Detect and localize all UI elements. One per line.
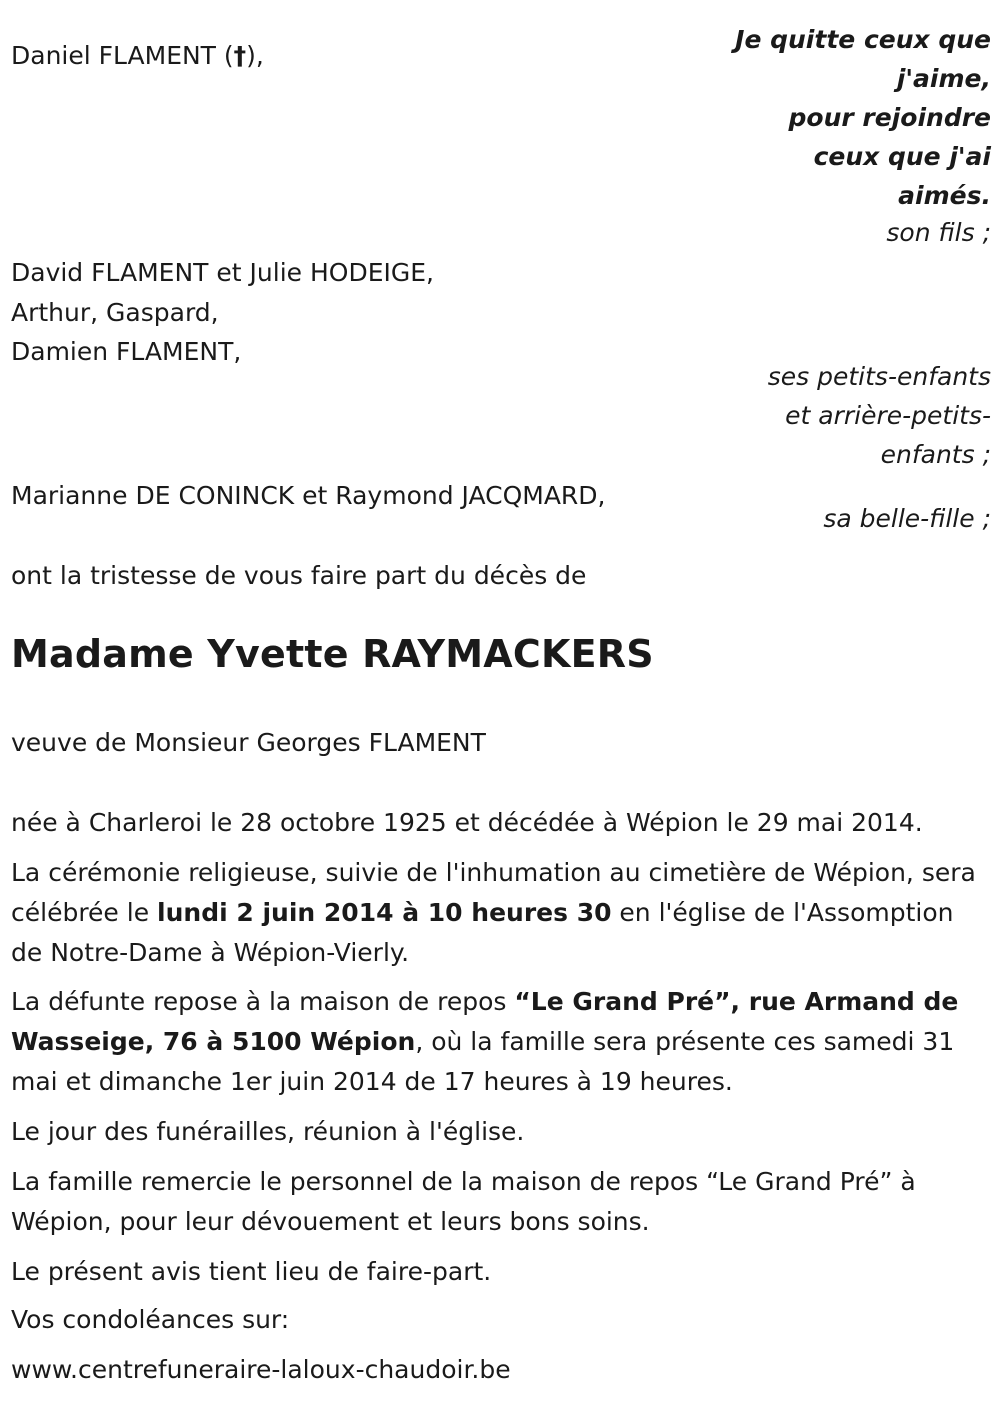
son-line: Daniel FLAMENT (†), — [11, 41, 264, 70]
daughter-in-law-role: sa belle-fille ; — [823, 504, 991, 533]
quote-block — [735, 20, 991, 215]
deceased-name: Madame Yvette RAYMACKERS — [11, 632, 654, 676]
birth-death: née à Charleroi le 28 octobre 1925 et décédée à Wépion le 29 mai 2014. — [11, 808, 923, 837]
quote-line: aimés. — [898, 181, 991, 210]
son-name: Daniel FLAMENT — [11, 41, 216, 70]
rest-location: “Le Grand Pré”, rue Armand de Wasseige, 76 à 5100 Wépion — [11, 987, 959, 1056]
daughter-in-law: Marianne DE CONINCK et Raymond JACQMARD, — [11, 481, 606, 510]
grandchild-line: Damien FLAMENT, — [11, 337, 242, 366]
notice-text: Le présent avis tient lieu de faire-part. — [11, 1257, 492, 1286]
quote-line: j'aime, — [896, 64, 991, 93]
funeral-day-note: Le jour des funérailles, réunion à l'église. — [11, 1117, 525, 1146]
rest-paragraph: La défunte repose à la maison de repos “Le Grand Pré”, rue Armand de Wasseige, 76 à 5100 Wépion, où la famille sera présente ces samedi 31 mai et dimanche 1er juin 2014 de 17 heures à 19 heures. — [11, 987, 959, 1096]
condolences-label: Vos condoléances sur: — [11, 1305, 290, 1334]
ceremony-date: lundi 2 juin 2014 à 10 heures 30 — [157, 898, 612, 927]
grandchild-line: Arthur, Gaspard, — [11, 298, 219, 327]
thanks-paragraph: La famille remercie le personnel de la maison de repos “Le Grand Pré” à Wépion, pour leur dévouement et leurs bons soins. — [11, 1167, 916, 1236]
intro-text: ont la tristesse de vous faire part du décès de — [11, 561, 587, 590]
widow-of: veuve de Monsieur Georges FLAMENT — [11, 728, 486, 757]
quote-line: pour rejoindre — [788, 103, 991, 132]
website-link[interactable]: www.centrefuneraire-laloux-chaudoir.be — [11, 1355, 511, 1384]
ceremony-paragraph: La cérémonie religieuse, suivie de l'inhumation au cimetière de Wépion, sera célébrée le lundi 2 juin 2014 à 10 heures 30 en l'église de l'Assomption de Notre-Dame à Wépion-Vierly. — [11, 858, 976, 967]
quote-line: Je quitte ceux que — [735, 25, 991, 54]
grandchild-line: David FLAMENT et Julie HODEIGE, — [11, 258, 434, 287]
cross-icon: † — [233, 41, 247, 70]
grandchildren-role: ses petits-enfants et arrière-petits- enfants ; — [767, 362, 991, 469]
quote-line: ceux que j'ai — [813, 142, 991, 171]
son-role: son fils ; — [886, 218, 991, 247]
